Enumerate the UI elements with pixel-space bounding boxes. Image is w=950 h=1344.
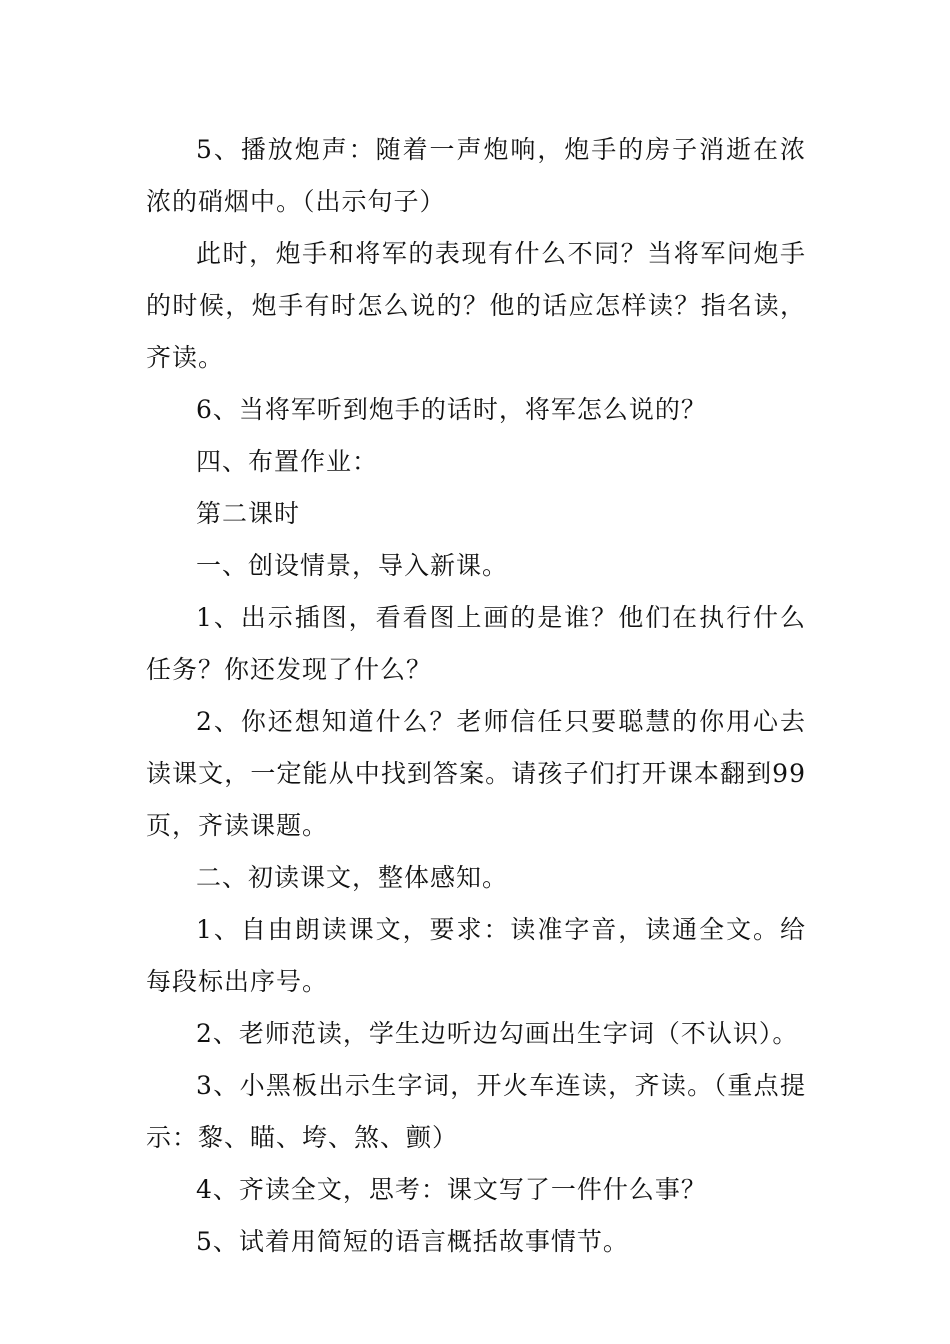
paragraph: 此时，炮手和将军的表现有什么不同？当将军问炮手的时候，炮手有时怎么说的？他的话应怎样读？指名读，齐读。 <box>146 239 806 372</box>
section-heading: 二、初读课文，整体感知。 <box>196 863 509 892</box>
paragraph: 5、试着用简短的语言概括故事情节。 <box>196 1227 629 1256</box>
paragraph: 3、小黑板出示生字词，开火车连读，齐读。（重点提示：黎、瞄、垮、煞、颤） <box>146 1071 806 1152</box>
lesson-heading: 第二课时 <box>196 499 301 528</box>
paragraph: 4、齐读全文，思考：课文写了一件什么事？ <box>196 1175 707 1204</box>
section-heading: 四、布置作业： <box>196 447 379 476</box>
paragraph: 6、当将军听到炮手的话时，将军怎么说的？ <box>196 395 707 424</box>
section-heading: 一、创设情景，导入新课。 <box>196 551 509 580</box>
document-body <box>146 124 806 1268</box>
paragraph: 1、自由朗读课文，要求：读准字音，读通全文。给每段标出序号。 <box>146 915 806 996</box>
paragraph: 2、老师范读，学生边听边勾画出生字词（不认识）。 <box>196 1019 799 1048</box>
paragraph: 1、出示插图，看看图上画的是谁？他们在执行什么任务？你还发现了什么？ <box>146 603 806 684</box>
paragraph: 5、播放炮声：随着一声炮响，炮手的房子消逝在浓浓的硝烟中。（出示句子） <box>146 135 806 216</box>
paragraph: 2、你还想知道什么？老师信任只要聪慧的你用心去读课文，一定能从中找到答案。请孩子们打开课本翻到99页，齐读课题。 <box>146 707 806 840</box>
